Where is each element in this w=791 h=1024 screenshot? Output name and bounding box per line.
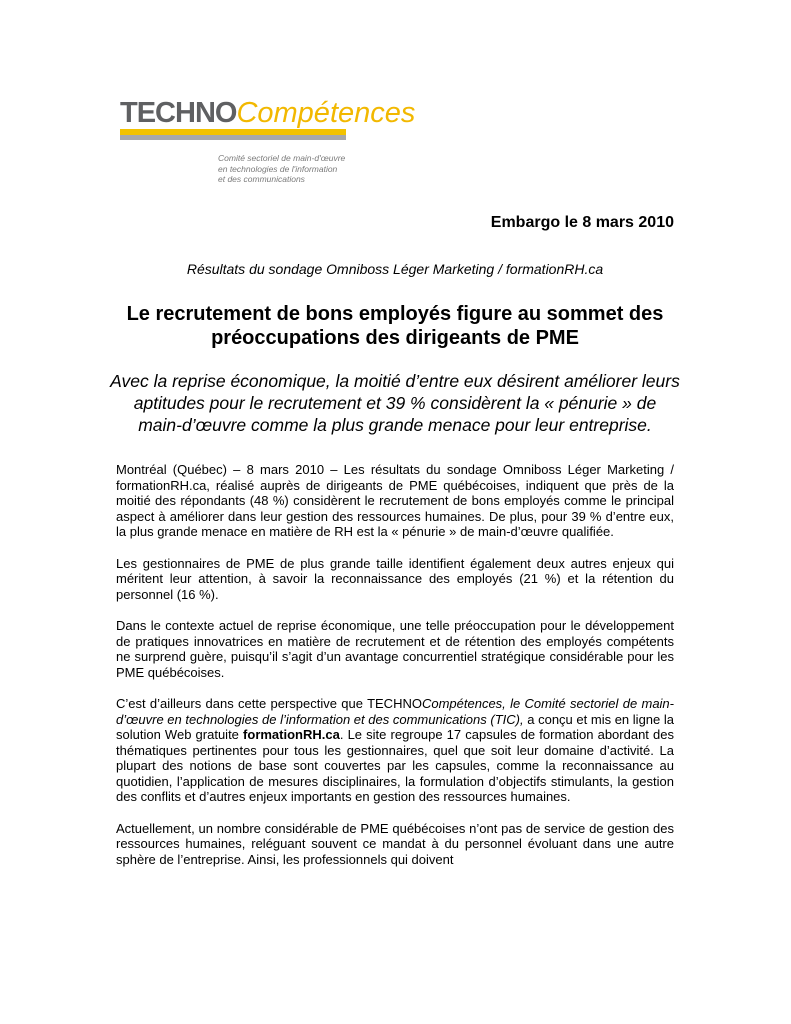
organization-name: Compétences, le Comité sectoriel de main-d’œuvre en technologies de l’information et des communications (TIC), [116,695,674,727]
paragraph-text: . Le site regroupe 17 capsules de formation abordant des thématiques pertinentes pour tous les gestionnaires, quel que soit leur domaine d’activité. La plupart des notions de base sont couvertes par les capsules, comme la reconnaissance au quotidien, l’application de mesures disciplinaires, la formulation d’objectifs stimulants, la gestion des conflits et d’autres enjeux importants en gestion des ressources humaines. [116,727,675,805]
logo-tagline-line: en technologies de l'information [218,163,338,174]
paragraph: Les gestionnaires de PME de plus grande taille identifient également deux autres enjeux qui méritent leur attention, à savoir la reconnaissance des employés (21 %) et la rétention du personnel (16 %). [116,555,674,602]
logo-tagline-line: et des communications [218,174,305,184]
paragraph: Dans le contexte actuel de reprise économique, une telle préoccupation pour le développement de pratiques innovatrices en matière de recrutement et de rétention des employés compétents ne surprend guère, puisqu’il s’agit d’un avantage concurrentiel stratégique considérable pour les PME québécoises. [116,617,674,680]
paragraph: Montréal (Québec) – 8 mars 2010 – Les résultats du sondage Omniboss Léger Marketing / formationRH.ca, réalisé auprès de dirigeants de PME québécoises, indiquent que près de la moitié des répondants (48 %) considèrent le recrutement de bons employés comme le principal aspect à améliorer dans leur gestion des ressources humaines. De plus, pour 39 % d’entre eux, la plus grande menace en matière de RH est la « pénurie » de main-d’œuvre qualifiée. [116,462,674,540]
website-name: formationRH.ca [243,727,340,743]
survey-subtitle: Résultats du sondage Omniboss Léger Marketing / formationRH.ca [186,261,604,277]
paragraph-text: a conçu et mis en ligne la solution Web gratuite [116,711,674,743]
dek-summary: Avec la reprise économique, la moitié d’entre eux désirent améliorer leurs aptitudes pour le recrutement et 39 % considèrent la « pénurie » de main-d’œuvre comme la plus grande menace pour leur entreprise. [110,371,680,435]
paragraph-text: C’est d’ailleurs dans cette perspective que TECHNO [116,695,422,711]
logo-grey-bar [120,135,346,140]
headline: Le recrutement de bons employés figure au sommet des préoccupations des dirigeants de PME [126,303,664,349]
logo-competences-text: Compétences [236,97,416,129]
logo-tagline [218,153,345,185]
logo-techno-text: TECHNO [120,97,237,129]
logo-wordmark [120,96,415,130]
embargo-date: Embargo le 8 mars 2010 [490,214,674,231]
paragraph: Actuellement, un nombre considérable de PME québécoises n’ont pas de service de gestion des ressources humaines, reléguant souvent ce mandat à du personnel évoluant dans une autre sphère de l’entreprise. Ainsi, les professionnels qui doivent [116,820,674,867]
paragraph [116,696,674,805]
logo-tagline-line: Comité sectoriel de main-d'œuvre [218,153,346,163]
logo [118,96,416,186]
article-body [116,462,674,883]
